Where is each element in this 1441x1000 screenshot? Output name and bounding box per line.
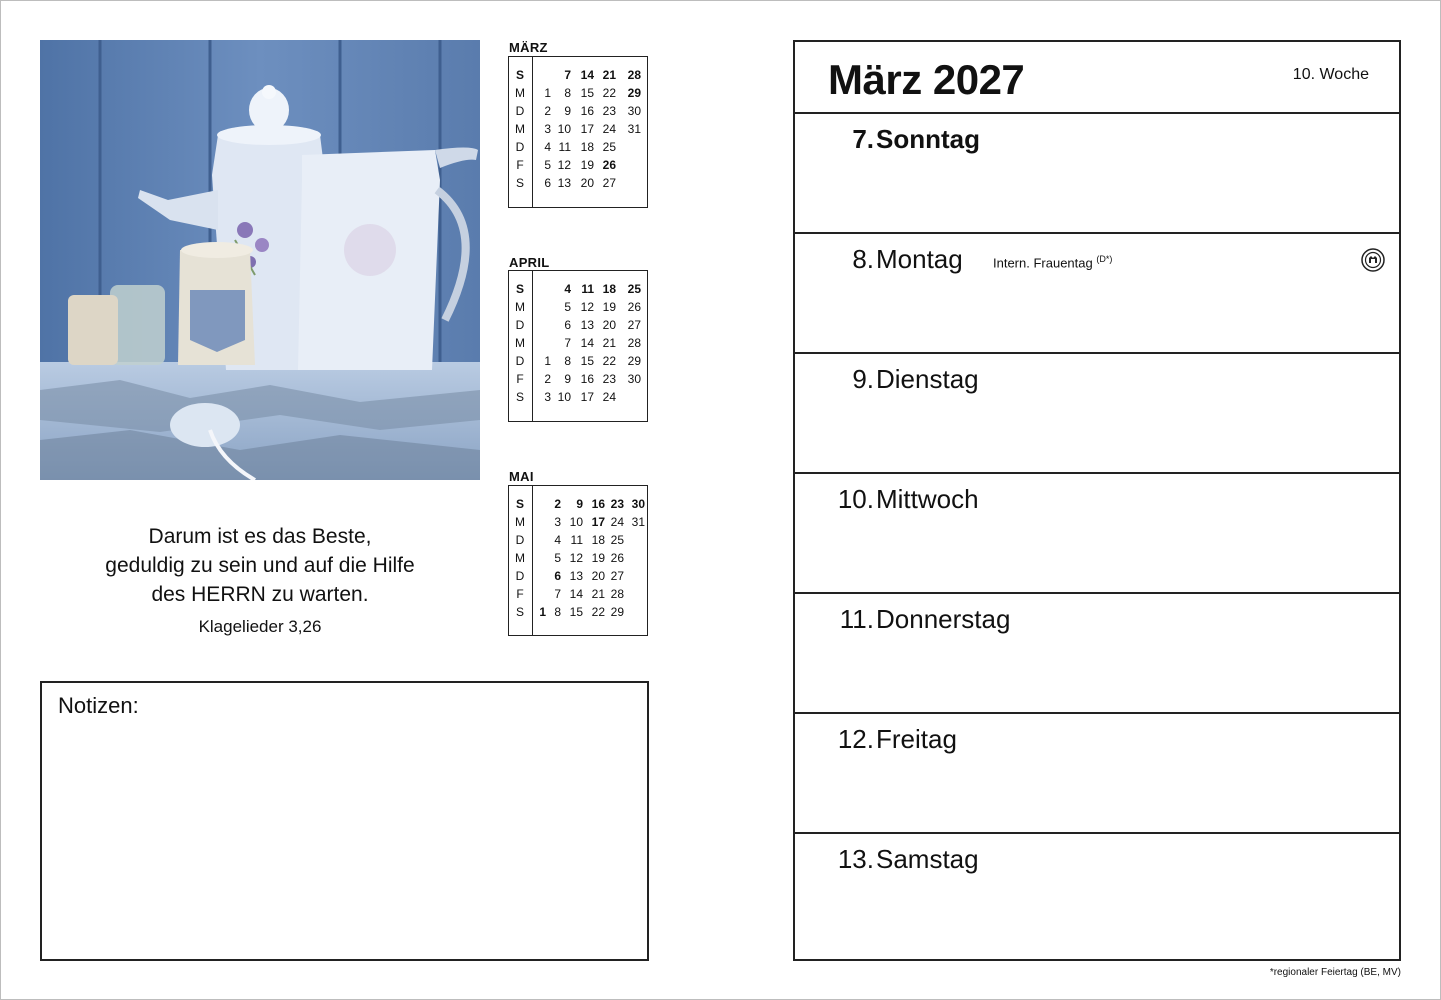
calendar-day: 16 (580, 372, 594, 386)
holiday-emblem-icon (1361, 248, 1385, 272)
calendar-day: 22 (602, 86, 616, 100)
day-number: 7. (852, 124, 874, 154)
calendar-day: 17 (580, 390, 594, 404)
calendar-day: 29 (610, 605, 624, 619)
weekday-letter: F (516, 372, 524, 386)
calendar-day: 17 (580, 122, 594, 136)
calendar-day: 15 (580, 86, 594, 100)
calendar-day: 20 (591, 569, 605, 583)
calendar-day: 8 (564, 86, 571, 100)
calendar-day: 11 (558, 140, 571, 154)
calendar-day: 2 (554, 497, 561, 511)
calendar-day: 20 (580, 176, 594, 190)
weekday-letter: D (515, 569, 525, 583)
weekday-letter: S (515, 605, 524, 619)
calendar-day: 1 (544, 354, 551, 368)
day-row-thursday[interactable] (795, 594, 1399, 714)
weekday-letter: S (515, 68, 524, 82)
day-row-wednesday[interactable] (795, 474, 1399, 594)
calendar-day: 28 (610, 587, 624, 601)
calendar-day: 28 (627, 68, 641, 82)
calendar-day: 13 (569, 569, 583, 583)
weekday-letter: M (515, 336, 525, 350)
weekday-letter: D (515, 533, 525, 547)
calendar-day: 20 (602, 318, 616, 332)
calendar-day: 1 (544, 86, 551, 100)
mini-calendar-row (509, 567, 647, 585)
calendar-day: 21 (591, 587, 605, 601)
weekday-letter: M (515, 551, 525, 565)
calendar-day: 30 (631, 497, 645, 511)
calendar-day: 7 (554, 587, 561, 601)
mini-calendar-row (509, 585, 647, 603)
day-number: 9. (852, 364, 874, 394)
notes-label: Notizen: (58, 693, 139, 718)
weekday-letter: M (515, 122, 525, 136)
mini-calendar-row (509, 495, 647, 513)
mini-calendar-row (509, 66, 647, 84)
calendar-day: 22 (591, 605, 605, 619)
calendar-day: 12 (580, 300, 594, 314)
calendar-day: 23 (610, 497, 624, 511)
calendar-day: 24 (602, 122, 616, 136)
calendar-day: 2 (544, 372, 551, 386)
calendar-day: 10 (569, 515, 583, 529)
calendar-day: 27 (602, 176, 616, 190)
mini-calendar-row (509, 174, 647, 192)
calendar-day: 16 (591, 497, 605, 511)
calendar-day: 4 (554, 533, 561, 547)
calendar-day: 31 (631, 515, 645, 529)
calendar-day: 14 (569, 587, 583, 601)
calendar-day: 29 (627, 86, 641, 100)
calendar-day: 10 (557, 122, 571, 136)
day-number: 8. (852, 244, 874, 274)
calendar-day: 8 (564, 354, 571, 368)
calendar-day: 29 (627, 354, 641, 368)
day-name: Samstag (876, 844, 979, 874)
weekday-letter: D (515, 104, 525, 118)
weekday-letter: M (515, 86, 525, 100)
day-name: Freitag (876, 724, 957, 754)
day-row-sunday[interactable] (795, 114, 1399, 234)
calendar-day: 21 (602, 336, 616, 350)
mini-calendar-april (508, 270, 648, 422)
calendar-day: 14 (580, 336, 594, 350)
mini-calendar-row (509, 138, 647, 156)
calendar-day: 3 (554, 515, 561, 529)
calendar-day: 26 (610, 551, 624, 565)
day-row-tuesday[interactable] (795, 354, 1399, 474)
mini-calendar-row (509, 334, 647, 352)
weekday-letter: D (515, 354, 525, 368)
quote-line: Darum ist es das Beste, (148, 525, 372, 548)
day-number: 13. (837, 844, 874, 874)
calendar-day: 12 (557, 158, 571, 172)
calendar-day: 25 (610, 533, 624, 547)
calendar-day: 19 (580, 158, 594, 172)
mini-calendar-row (509, 84, 647, 102)
calendar-day: 5 (564, 300, 571, 314)
calendar-day: 25 (602, 140, 616, 154)
quote-reference: Klagelieder 3,26 (198, 617, 322, 636)
calendar-day: 30 (627, 372, 641, 386)
notes-box[interactable] (40, 681, 649, 961)
calendar-day: 19 (591, 551, 605, 565)
calendar-day: 8 (554, 605, 561, 619)
calendar-day: 23 (602, 104, 616, 118)
mini-calendar-may (508, 485, 648, 636)
mini-calendar-row (509, 120, 647, 138)
day-row-friday[interactable] (795, 714, 1399, 834)
day-name: Montag (876, 244, 963, 274)
calendar-day: 3 (544, 122, 551, 136)
mini-calendar-row (509, 352, 647, 370)
calendar-day: 31 (627, 122, 641, 136)
quote-line: geduldig zu sein und auf die Hilfe (105, 554, 415, 577)
calendar-day: 16 (580, 104, 594, 118)
mini-calendar-march (508, 56, 648, 208)
mini-calendar-row (509, 549, 647, 567)
calendar-day: 7 (564, 336, 571, 350)
weekday-letter: S (515, 176, 524, 190)
day-name: Mittwoch (876, 484, 979, 514)
calendar-day: 13 (580, 318, 594, 332)
day-name: Sonntag (876, 124, 980, 154)
calendar-day: 11 (570, 533, 583, 547)
weekday-letter: D (515, 318, 525, 332)
calendar-day: 24 (602, 390, 616, 404)
calendar-day: 21 (602, 68, 616, 82)
calendar-day: 9 (576, 497, 583, 511)
month-title: März 2027 (828, 56, 1025, 103)
bible-quote (40, 522, 480, 609)
calendar-day: 4 (544, 140, 551, 154)
planner-header (795, 42, 1399, 114)
calendar-day: 26 (627, 300, 641, 314)
calendar-day: 9 (564, 104, 571, 118)
day-name: Dienstag (876, 364, 979, 394)
calendar-day: 5 (554, 551, 561, 565)
calendar-day: 9 (564, 372, 571, 386)
calendar-day: 27 (610, 569, 624, 583)
calendar-day: 25 (627, 282, 641, 296)
weekday-letter: S (515, 390, 524, 404)
weekday-letter: M (515, 515, 525, 529)
calendar-day: 13 (557, 176, 571, 190)
mini-calendar-row (509, 280, 647, 298)
calendar-day: 6 (564, 318, 571, 332)
mini-calendar-row (509, 316, 647, 334)
calendar-day: 10 (557, 390, 571, 404)
calendar-day: 4 (564, 282, 571, 296)
holiday-name: Intern. Frauentag (993, 255, 1093, 271)
holiday-mark: (D*) (1096, 254, 1113, 264)
calendar-day: 5 (544, 158, 551, 172)
calendar-day: 2 (544, 104, 551, 118)
calendar-day: 26 (602, 158, 616, 172)
week-planner (793, 40, 1401, 961)
calendar-day: 15 (569, 605, 583, 619)
calendar-day: 23 (602, 372, 616, 386)
holiday-label (993, 254, 1112, 270)
calendar-day: 17 (591, 515, 605, 529)
calendar-day: 6 (544, 176, 551, 190)
day-row-monday[interactable] (795, 234, 1399, 354)
weekday-letter: M (515, 300, 525, 314)
quote-line: des HERRN zu warten. (151, 583, 369, 606)
weekday-letter: D (515, 140, 525, 154)
calendar-day: 3 (544, 390, 551, 404)
day-row-saturday[interactable] (795, 834, 1399, 959)
day-name: Donnerstag (876, 604, 1011, 634)
calendar-day: 18 (602, 282, 616, 296)
mini-calendar-row (509, 156, 647, 174)
mini-calendar-row (509, 388, 647, 406)
calendar-day: 24 (610, 515, 624, 529)
mini-calendar-row (509, 531, 647, 549)
calendar-day: 18 (591, 533, 605, 547)
calendar-day: 28 (627, 336, 641, 350)
calendar-day: 15 (580, 354, 594, 368)
still-life-photo (40, 40, 480, 480)
mini-calendar-row (509, 603, 647, 621)
calendar-day: 19 (602, 300, 616, 314)
mini-calendar-row (509, 102, 647, 120)
mini-calendar-title-march: MÄRZ (509, 40, 548, 55)
calendar-day: 7 (564, 68, 571, 82)
footnote: *regionaler Feiertag (BE, MV) (1269, 967, 1401, 978)
day-number: 12. (837, 724, 874, 754)
mini-calendar-title-april: APRIL (509, 255, 550, 270)
calendar-day: 1 (539, 605, 546, 619)
day-number: 10. (837, 484, 874, 514)
calendar-day: 30 (627, 104, 641, 118)
weekday-letter: S (515, 497, 524, 511)
calendar-day: 18 (580, 140, 594, 154)
calendar-day: 12 (569, 551, 583, 565)
calendar-day: 6 (554, 569, 561, 583)
calendar-day: 27 (627, 318, 641, 332)
mini-calendar-row (509, 370, 647, 388)
weekday-letter: F (516, 158, 524, 172)
weekday-letter: F (516, 587, 524, 601)
mini-calendar-row (509, 513, 647, 531)
day-number: 11. (839, 604, 874, 634)
calendar-day: 22 (602, 354, 616, 368)
mini-calendar-row (509, 298, 647, 316)
calendar-day: 11 (581, 282, 594, 296)
weekday-letter: S (515, 282, 524, 296)
mini-calendar-title-may: MAI (509, 469, 534, 484)
week-number: 10. Woche (1292, 66, 1369, 83)
calendar-day: 14 (580, 68, 594, 82)
